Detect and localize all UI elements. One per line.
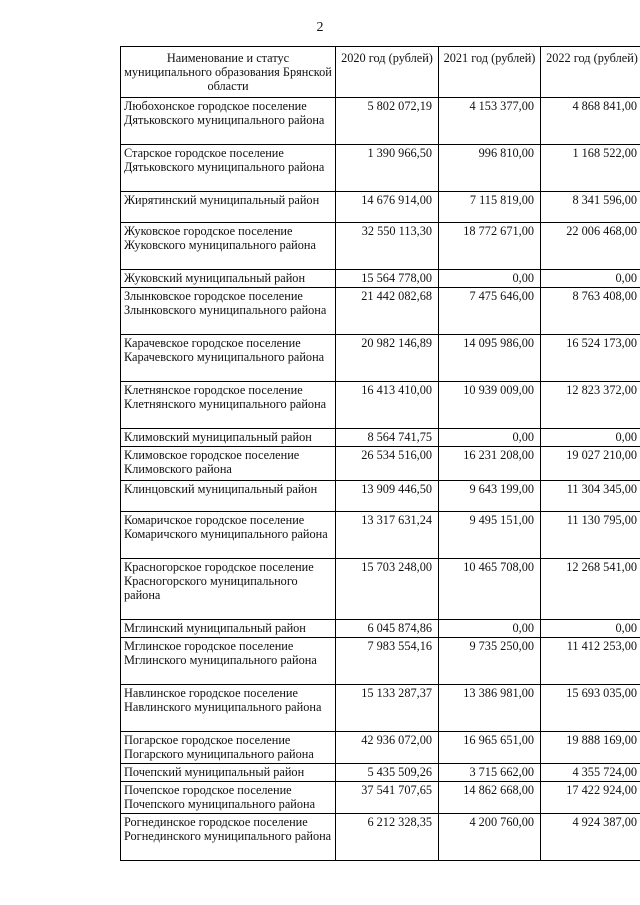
value-2020: 6 212 328,35 — [336, 814, 439, 861]
table-row — [121, 288, 640, 335]
value-2021: 996 810,00 — [439, 145, 541, 192]
header-name: Наименование и статус муниципального образования Брянской области — [121, 47, 336, 98]
table-row — [121, 192, 640, 223]
value-2021: 7 115 819,00 — [439, 192, 541, 223]
table-row — [121, 145, 640, 192]
value-2020: 8 564 741,75 — [336, 429, 439, 447]
value-2022: 11 304 345,00 — [541, 481, 640, 512]
municipality-name: Почепское городское поселение Почепского муниципального района — [121, 782, 336, 814]
header-2022: 2022 год (рублей) — [541, 47, 640, 98]
value-2022: 4 924 387,00 — [541, 814, 640, 861]
value-2020: 6 045 874,86 — [336, 620, 439, 638]
municipality-name: Мглинский муниципальный район — [121, 620, 336, 638]
table-row — [121, 814, 640, 861]
header-2020: 2020 год (рублей) — [336, 47, 439, 98]
value-2022: 0,00 — [541, 620, 640, 638]
municipality-name: Комаричское городское поселение Комаричского муниципального района — [121, 512, 336, 559]
value-2021: 9 495 151,00 — [439, 512, 541, 559]
table-row — [121, 481, 640, 512]
value-2022: 17 422 924,00 — [541, 782, 640, 814]
municipality-name: Жуковское городское поселение Жуковского муниципального района — [121, 223, 336, 270]
value-2022: 1 168 522,00 — [541, 145, 640, 192]
municipality-name: Жирятинский муниципальный район — [121, 192, 336, 223]
table-row — [121, 685, 640, 732]
value-2022: 19 027 210,00 — [541, 447, 640, 481]
value-2020: 26 534 516,00 — [336, 447, 439, 481]
table-row — [121, 559, 640, 620]
header-2021: 2021 год (рублей) — [439, 47, 541, 98]
value-2021: 16 231 208,00 — [439, 447, 541, 481]
municipality-name: Погарское городское поселение Погарского муниципального района — [121, 732, 336, 764]
table-row — [121, 764, 640, 782]
municipality-name: Карачевское городское поселение Карачевского муниципального района — [121, 335, 336, 382]
municipality-name: Почепский муниципальный район — [121, 764, 336, 782]
value-2021: 4 153 377,00 — [439, 98, 541, 145]
value-2021: 14 862 668,00 — [439, 782, 541, 814]
municipality-name: Мглинское городское поселение Мглинского муниципального района — [121, 638, 336, 685]
table-row — [121, 382, 640, 429]
value-2021: 10 465 708,00 — [439, 559, 541, 620]
table-row — [121, 270, 640, 288]
municipality-name: Злынковское городское поселение Злынковского муниципального района — [121, 288, 336, 335]
value-2022: 11 130 795,00 — [541, 512, 640, 559]
value-2022: 12 268 541,00 — [541, 559, 640, 620]
value-2020: 32 550 113,30 — [336, 223, 439, 270]
value-2020: 42 936 072,00 — [336, 732, 439, 764]
table-row — [121, 620, 640, 638]
value-2022: 12 823 372,00 — [541, 382, 640, 429]
value-2020: 13 909 446,50 — [336, 481, 439, 512]
municipality-name: Жуковский муниципальный район — [121, 270, 336, 288]
value-2022: 11 412 253,00 — [541, 638, 640, 685]
table-row — [121, 447, 640, 481]
value-2021: 10 939 009,00 — [439, 382, 541, 429]
municipality-name: Любохонское городское поселение Дятьковского муниципального района — [121, 98, 336, 145]
municipality-name: Климовский муниципальный район — [121, 429, 336, 447]
table-row — [121, 429, 640, 447]
table-row — [121, 512, 640, 559]
value-2021: 9 643 199,00 — [439, 481, 541, 512]
budget-table — [120, 46, 640, 861]
value-2021: 14 095 986,00 — [439, 335, 541, 382]
value-2020: 5 435 509,26 — [336, 764, 439, 782]
value-2021: 0,00 — [439, 270, 541, 288]
table-row — [121, 782, 640, 814]
table-row — [121, 335, 640, 382]
value-2020: 7 983 554,16 — [336, 638, 439, 685]
municipality-name: Климовское городское поселение Климовского района — [121, 447, 336, 481]
value-2021: 13 386 981,00 — [439, 685, 541, 732]
table-row — [121, 638, 640, 685]
value-2022: 4 355 724,00 — [541, 764, 640, 782]
table-row — [121, 98, 640, 145]
municipality-name: Клетнянское городское поселение Клетнянского муниципального района — [121, 382, 336, 429]
table-header-row — [121, 47, 640, 98]
value-2020: 16 413 410,00 — [336, 382, 439, 429]
value-2022: 0,00 — [541, 429, 640, 447]
page-number: 2 — [316, 20, 324, 35]
value-2021: 9 735 250,00 — [439, 638, 541, 685]
value-2020: 37 541 707,65 — [336, 782, 439, 814]
municipality-name: Рогнединское городское поселение Рогнединского муниципального района — [121, 814, 336, 861]
value-2020: 13 317 631,24 — [336, 512, 439, 559]
value-2021: 7 475 646,00 — [439, 288, 541, 335]
value-2021: 4 200 760,00 — [439, 814, 541, 861]
value-2020: 14 676 914,00 — [336, 192, 439, 223]
municipality-name: Красногорское городское поселение Красногорского муниципального района — [121, 559, 336, 620]
value-2022: 4 868 841,00 — [541, 98, 640, 145]
value-2021: 3 715 662,00 — [439, 764, 541, 782]
value-2021: 0,00 — [439, 620, 541, 638]
table-row — [121, 732, 640, 764]
value-2022: 22 006 468,00 — [541, 223, 640, 270]
value-2020: 15 703 248,00 — [336, 559, 439, 620]
municipality-name: Клинцовский муниципальный район — [121, 481, 336, 512]
value-2020: 15 133 287,37 — [336, 685, 439, 732]
value-2021: 16 965 651,00 — [439, 732, 541, 764]
value-2022: 8 341 596,00 — [541, 192, 640, 223]
value-2021: 0,00 — [439, 429, 541, 447]
value-2020: 15 564 778,00 — [336, 270, 439, 288]
value-2020: 5 802 072,19 — [336, 98, 439, 145]
municipality-name: Навлинское городское поселение Навлинского муниципального района — [121, 685, 336, 732]
value-2021: 18 772 671,00 — [439, 223, 541, 270]
value-2022: 0,00 — [541, 270, 640, 288]
value-2020: 20 982 146,89 — [336, 335, 439, 382]
value-2022: 19 888 169,00 — [541, 732, 640, 764]
value-2020: 21 442 082,68 — [336, 288, 439, 335]
value-2020: 1 390 966,50 — [336, 145, 439, 192]
municipality-name: Старское городское поселение Дятьковского муниципального района — [121, 145, 336, 192]
value-2022: 15 693 035,00 — [541, 685, 640, 732]
table-row — [121, 223, 640, 270]
value-2022: 16 524 173,00 — [541, 335, 640, 382]
value-2022: 8 763 408,00 — [541, 288, 640, 335]
